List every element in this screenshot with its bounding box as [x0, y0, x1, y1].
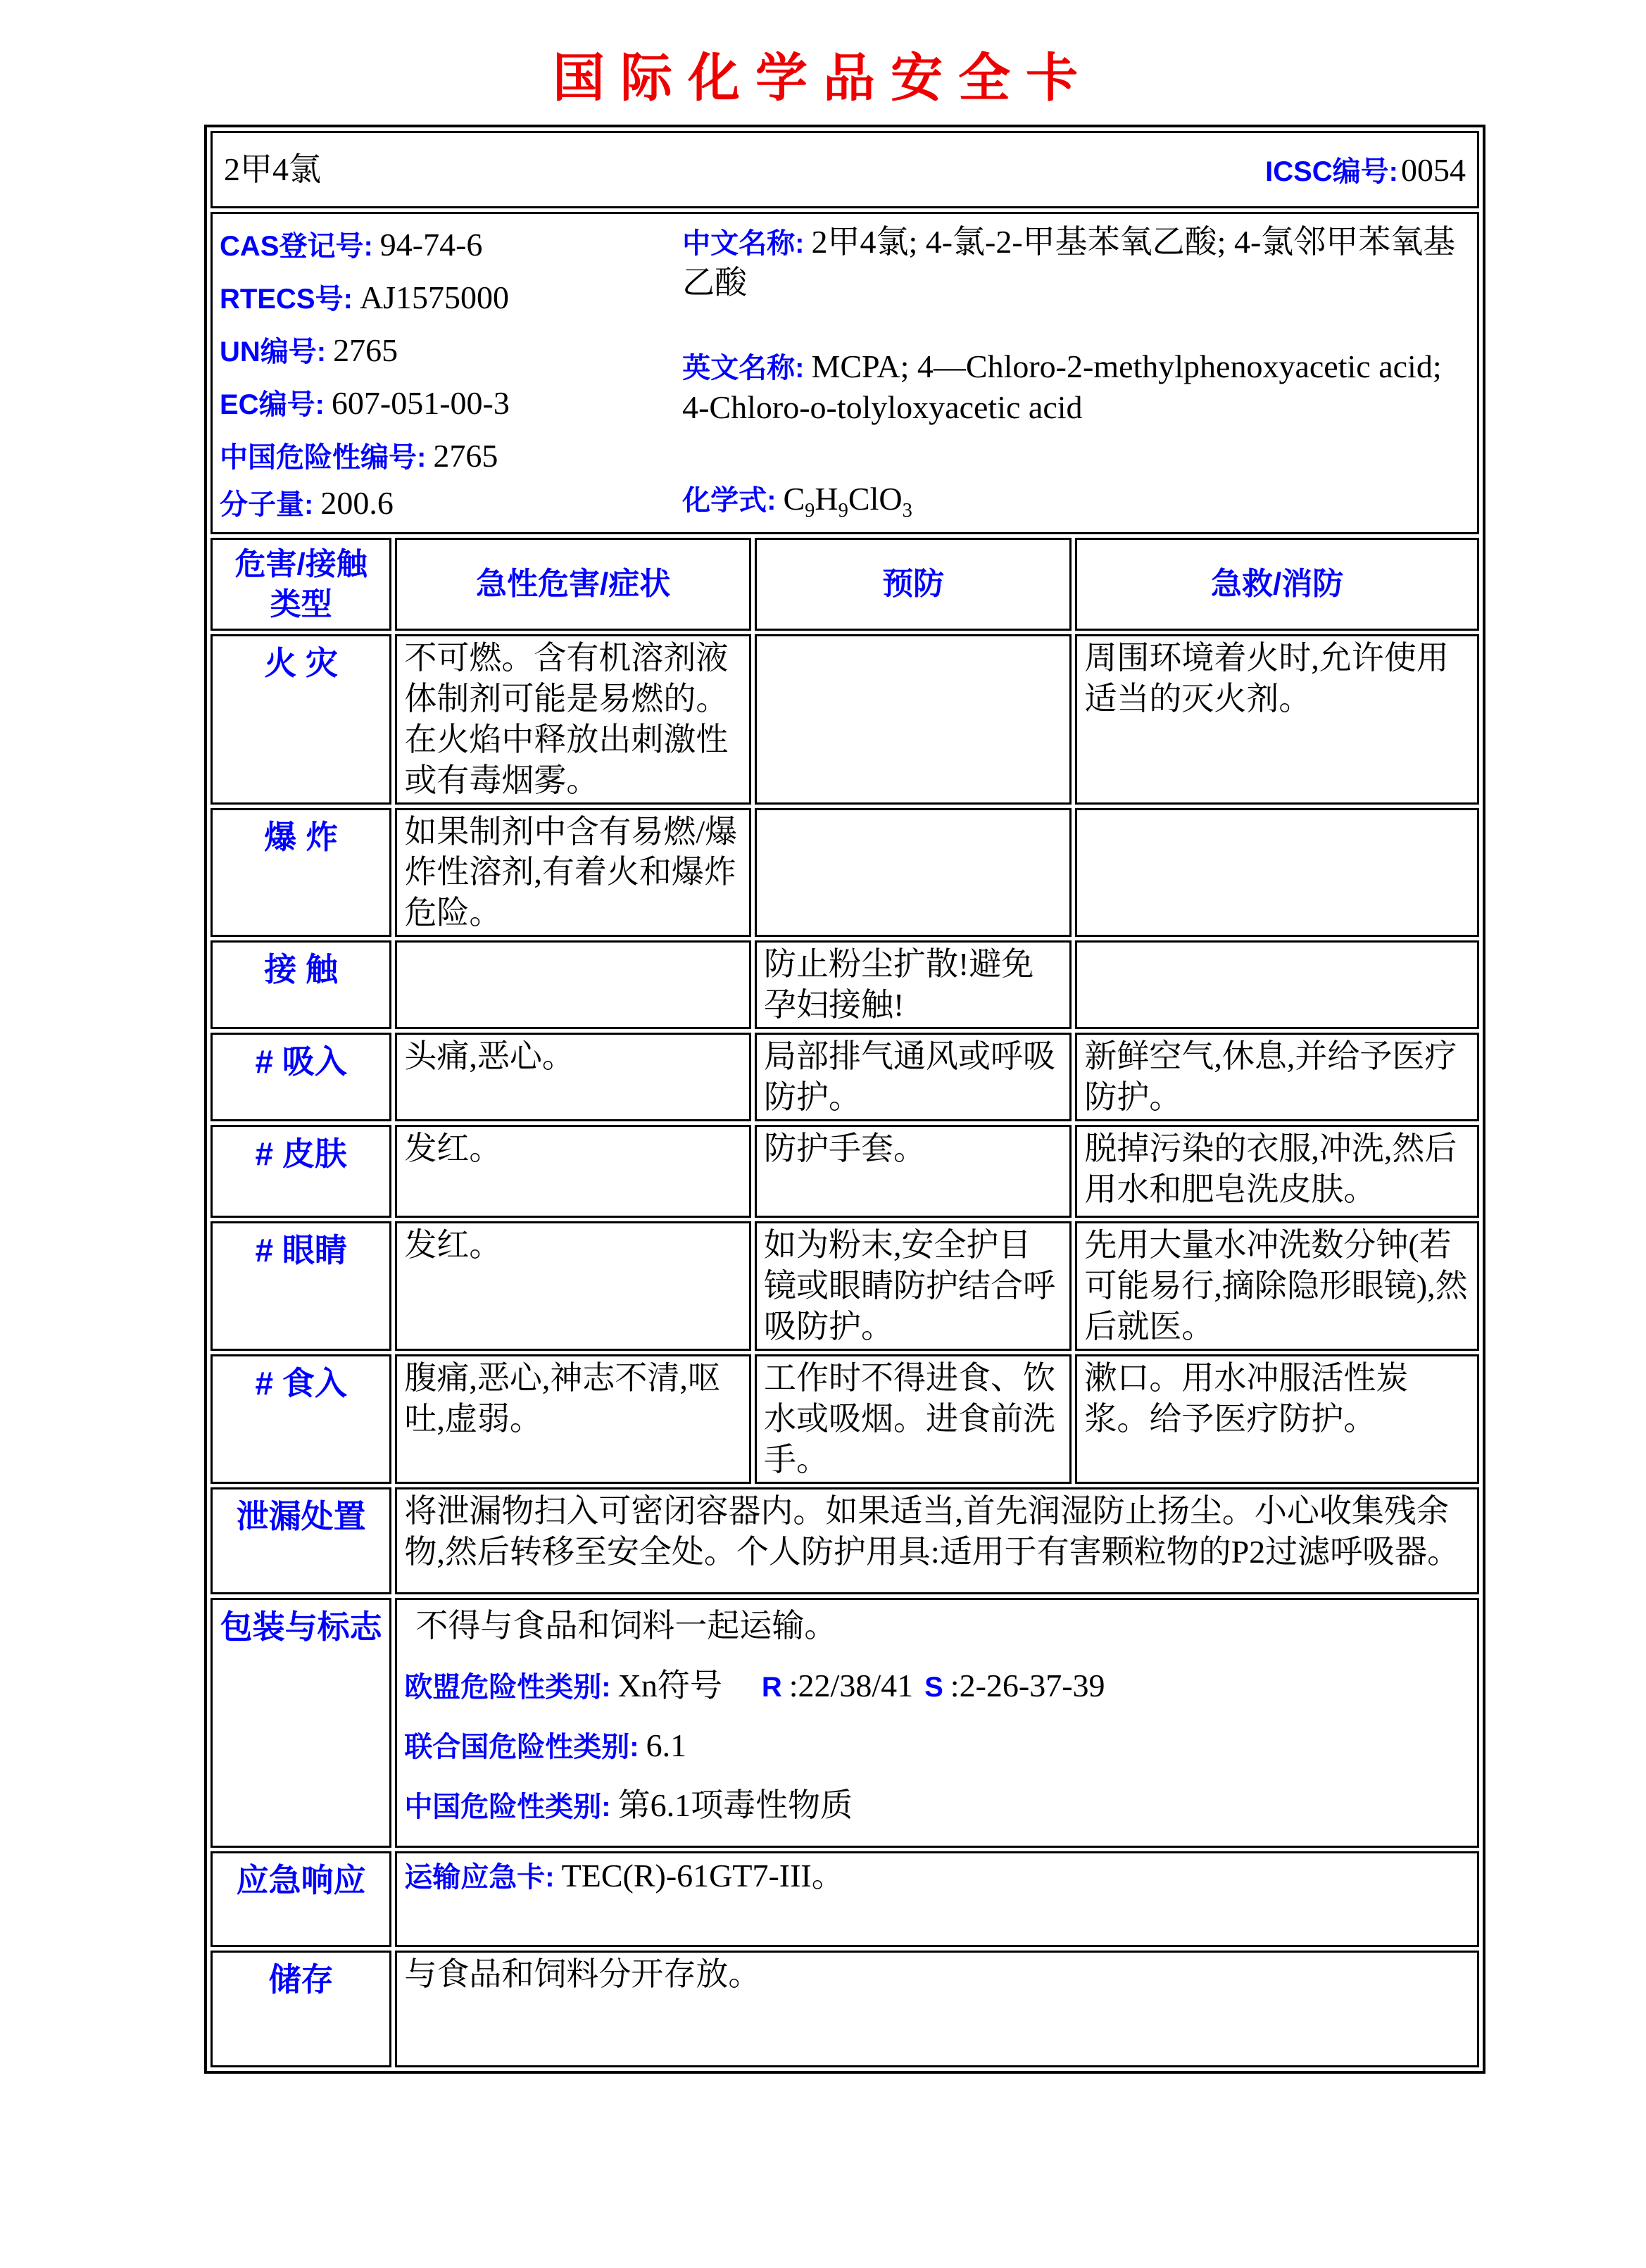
ec-number-label: EC编号:	[220, 389, 325, 420]
ingestion-response-cell	[1075, 1354, 1479, 1484]
emergency-response-label: 应急响应	[236, 1861, 366, 1898]
china-hazard-number-value: 2765	[433, 437, 498, 474]
page-title: 国际化学品安全卡	[553, 49, 1093, 107]
china-hazard-class-value: 第6.1项毒性物质	[617, 1787, 853, 1823]
eyes-symptoms-cell	[395, 1221, 751, 1351]
molecular-weight-value: 200.6	[320, 484, 394, 521]
un-number-label: UN编号:	[220, 336, 327, 367]
chemical-formula-line	[682, 478, 1470, 524]
inhalation-prevention-cell	[755, 1033, 1072, 1121]
eu-hazard-class-label: 欧盟危险性类别:	[404, 1671, 611, 1703]
inhalation-symptoms: 头痛,恶心。	[404, 1038, 574, 1075]
inhalation-response: 新鲜空气,休息,并给予医疗防护。	[1084, 1038, 1457, 1116]
ec-number-value: 607-051-00-3	[331, 384, 510, 421]
contact-prevention: 防止粉尘扩散!避免孕妇接触!	[764, 946, 1034, 1023]
english-name-value: MCPA; 4—Chloro-2-methylphenoxyacetic acid; 4-Chloro-o-tolyloxyacetic acid	[682, 348, 1442, 425]
contact-prevention-cell	[755, 940, 1072, 1029]
chinese-name-line	[682, 221, 1470, 303]
transport-emergency-card-value: TEC(R)-61GT7-III。	[561, 1857, 844, 1894]
prevention-header: 预防	[882, 567, 945, 602]
skin-symptoms-cell	[395, 1125, 751, 1218]
china-hazard-number-line	[220, 435, 682, 477]
substance-header-cell	[211, 131, 1479, 208]
packaging-label: 包装与标志	[220, 1608, 382, 1645]
storage-label-cell	[211, 1951, 391, 2067]
rtecs-number-label: RTECS号:	[220, 283, 353, 315]
contact-label: 接 触	[264, 951, 339, 988]
skin-response-cell	[1075, 1125, 1479, 1218]
rtecs-number-line	[220, 277, 682, 318]
hazard-row-inhalation	[211, 1033, 1479, 1121]
transport-emergency-card-label: 运输应急卡:	[404, 1861, 555, 1893]
transport-note: 不得与食品和饲料一起运输。	[415, 1607, 837, 1644]
spill-disposal-label: 泄漏处置	[236, 1497, 366, 1535]
ec-number-line	[220, 382, 682, 424]
hazard-type-header-cell	[211, 538, 391, 631]
explosion-prevention-cell	[755, 808, 1072, 938]
storage-row	[211, 1951, 1479, 2067]
skin-prevention: 防护手套。	[764, 1130, 926, 1167]
storage-content-cell	[395, 1951, 1479, 2067]
hazard-row-ingestion	[211, 1354, 1479, 1484]
hazard-row-fire	[211, 634, 1479, 805]
icsc-number-label: ICSC编号:	[1265, 156, 1398, 187]
molecular-weight-line	[220, 482, 682, 524]
acute-hazards-header-cell	[395, 538, 751, 631]
skin-label: # 皮肤	[255, 1135, 347, 1173]
storage-content: 与食品和饲料分开存放。	[404, 1955, 761, 1992]
ingestion-symptoms: 腹痛,恶心,神志不清,呕吐,虚弱。	[404, 1360, 720, 1437]
chinese-name-label: 中文名称:	[682, 228, 805, 259]
un-number-line	[220, 329, 682, 371]
molecular-weight-label: 分子量:	[220, 489, 314, 520]
chinese-name-value: 2甲4氯; 4-氯-2-甲基苯氧乙酸; 4-氯邻甲苯氧基乙酸	[682, 224, 1456, 301]
hazard-row-skin	[211, 1125, 1479, 1218]
r-phrases-value: :22/38/41	[789, 1667, 914, 1703]
fire-symptoms: 不可燃。含有机溶剂液体制剂可能是易燃的。在火焰中释放出刺激性或有毒烟雾。	[404, 639, 729, 798]
cas-number-value: 94-74-6	[379, 227, 483, 263]
eu-hazard-symbol: Xn符号	[617, 1667, 722, 1703]
identifiers-right-column	[682, 218, 1470, 525]
firstaid-firefighting-header-cell	[1075, 538, 1479, 631]
fire-response: 周围环境着火时,允许使用适当的灭火剂。	[1084, 639, 1449, 717]
hazard-type-header: 危害/接触类型	[234, 546, 367, 622]
fire-label: 火 灾	[264, 644, 339, 681]
packaging-label-cell	[211, 1598, 391, 1848]
china-hazard-class-label: 中国危险性类别:	[404, 1791, 611, 1822]
emergency-response-row	[211, 1851, 1479, 1947]
inhalation-prevention: 局部排气通风或呼吸防护。	[764, 1038, 1056, 1116]
eu-hazard-class-line	[404, 1665, 1470, 1706]
un-hazard-class-label: 联合国危险性类别:	[404, 1731, 639, 1763]
ingestion-response: 漱口。用水冲服活性炭浆。给予医疗防护。	[1084, 1360, 1409, 1437]
icsc-number-value: 0054	[1401, 151, 1466, 188]
r-phrases-label: R	[761, 1671, 782, 1703]
china-hazard-number-label: 中国危险性编号:	[220, 441, 427, 473]
ingestion-label-cell	[211, 1354, 391, 1484]
icsc-number	[1265, 149, 1466, 191]
eyes-response-cell	[1075, 1221, 1479, 1351]
un-number-value: 2765	[333, 332, 398, 368]
fire-symptoms-cell	[395, 634, 751, 805]
spill-disposal-row	[211, 1487, 1479, 1594]
inhalation-symptoms-cell	[395, 1033, 751, 1121]
skin-prevention-cell	[755, 1125, 1072, 1218]
skin-label-cell	[211, 1125, 391, 1218]
hazard-row-contact	[211, 940, 1479, 1029]
english-name-line	[682, 346, 1470, 428]
hazard-header-row	[211, 538, 1479, 631]
un-hazard-class-line	[404, 1725, 1470, 1766]
hazard-row-explosion	[211, 808, 1479, 938]
fire-label-cell	[211, 634, 391, 805]
fire-prevention-cell	[755, 634, 1072, 805]
identifiers-row	[211, 212, 1479, 534]
storage-label: 储存	[268, 1960, 334, 1998]
substance-name: 2甲4氯	[224, 151, 321, 188]
ingestion-label: # 食入	[255, 1365, 347, 1402]
hazard-row-eyes	[211, 1221, 1479, 1351]
explosion-label: 爆 炸	[264, 818, 339, 855]
emergency-response-label-cell	[211, 1851, 391, 1947]
spill-disposal-content: 将泄漏物扫入可密闭容器内。如果适当,首先润湿防止扬尘。小心收集残余物,然后转移至安全处。个人防护用具:适用于有害颗粒物的P2过滤呼吸器。	[404, 1492, 1460, 1570]
emergency-response-content-cell	[395, 1851, 1479, 1947]
cas-number-label: CAS登记号:	[220, 231, 373, 262]
spill-disposal-content-cell	[395, 1487, 1479, 1594]
explosion-symptoms-cell	[395, 808, 751, 938]
icsc-table	[204, 125, 1485, 2074]
eyes-response: 先用大量水冲洗数分钟(若可能易行,摘除隐形眼镜),然后就医。	[1084, 1227, 1468, 1345]
eyes-symptoms: 发红。	[404, 1227, 502, 1264]
contact-response-cell	[1075, 940, 1479, 1029]
packaging-content-cell	[395, 1598, 1479, 1848]
cas-number-line	[220, 224, 682, 265]
contact-label-cell	[211, 940, 391, 1029]
ingestion-prevention: 工作时不得进食、饮水或吸烟。进食前洗手。	[764, 1360, 1056, 1478]
skin-response: 脱掉污染的衣服,冲洗,然后用水和肥皂洗皮肤。	[1084, 1130, 1457, 1208]
inhalation-label: # 吸入	[255, 1043, 347, 1081]
explosion-label-cell	[211, 808, 391, 938]
inhalation-response-cell	[1075, 1033, 1479, 1121]
eyes-label-cell	[211, 1221, 391, 1351]
firstaid-firefighting-header: 急救/消防	[1211, 567, 1344, 602]
contact-symptoms-cell	[395, 940, 751, 1029]
skin-symptoms: 发红。	[404, 1130, 502, 1167]
s-phrases-value: :2-26-37-39	[950, 1667, 1105, 1703]
eyes-prevention-cell	[755, 1221, 1072, 1351]
explosion-symptoms: 如果制剂中含有易燃/爆炸性溶剂,有着火和爆炸危险。	[404, 813, 738, 931]
explosion-response-cell	[1075, 808, 1479, 938]
ingestion-prevention-cell	[755, 1354, 1072, 1484]
rtecs-number-value: AJ1575000	[359, 279, 510, 315]
substance-header-row	[211, 131, 1479, 208]
spill-disposal-label-cell	[211, 1487, 391, 1594]
acute-hazards-header: 急性危害/症状	[476, 567, 671, 602]
identifiers-left-column	[220, 218, 682, 525]
eyes-label: # 眼睛	[255, 1232, 347, 1269]
un-hazard-class-value: 6.1	[646, 1727, 687, 1763]
packaging-labelling-row	[211, 1598, 1479, 1848]
s-phrases-label: S	[924, 1671, 943, 1703]
identifiers-cell	[211, 212, 1479, 534]
ingestion-symptoms-cell	[395, 1354, 751, 1484]
inhalation-label-cell	[211, 1033, 391, 1121]
fire-response-cell	[1075, 634, 1479, 805]
china-hazard-class-line	[404, 1784, 1470, 1826]
chemical-formula-value: $C_9H_9ClO_3$	[783, 480, 912, 522]
english-name-label: 英文名称:	[682, 352, 805, 384]
eyes-prevention: 如为粉末,安全护目镜或眼睛防护结合呼吸防护。	[764, 1227, 1056, 1345]
prevention-header-cell	[755, 538, 1072, 631]
chemical-formula-label: 化学式:	[682, 484, 777, 516]
